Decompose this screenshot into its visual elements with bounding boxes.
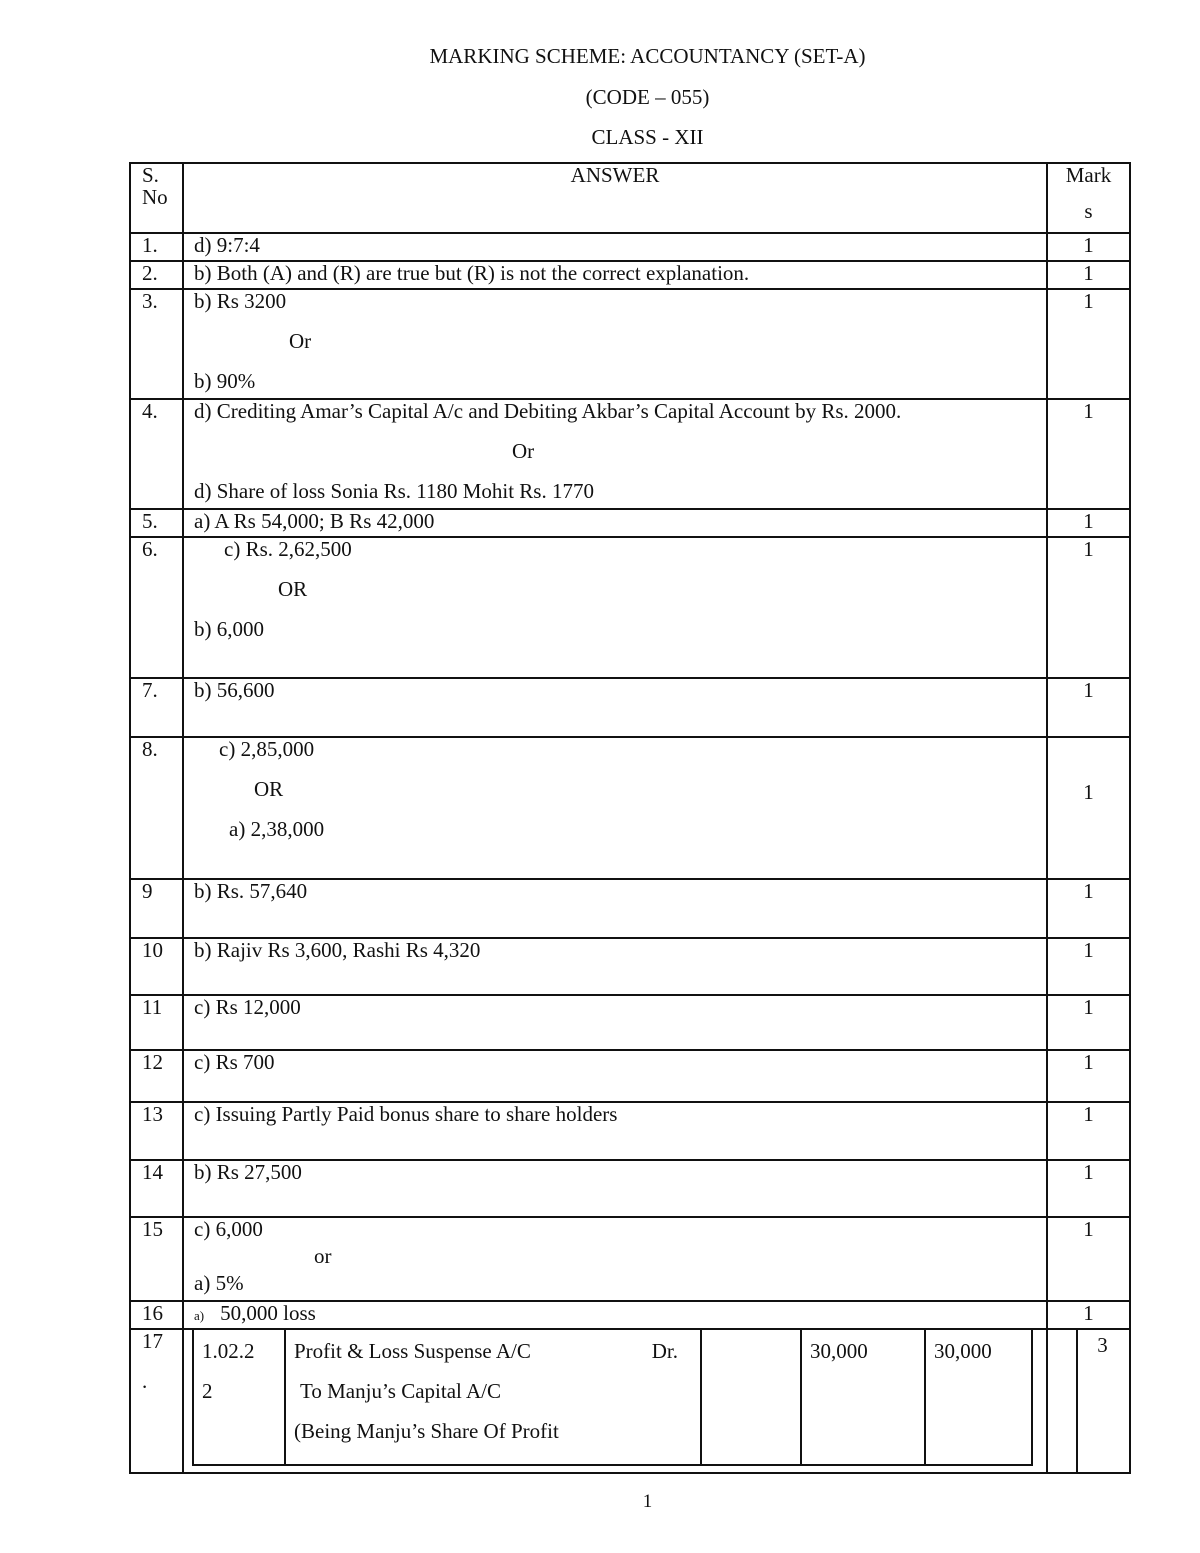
answer-option: a) 5% xyxy=(194,1271,244,1296)
row-sno: 14 xyxy=(130,1160,183,1217)
table-row xyxy=(130,1329,1130,1473)
row-answer: a) A Rs 54,000; B Rs 42,000 xyxy=(183,509,1047,537)
row-sno-line1: 17 xyxy=(142,1329,163,1353)
journal-dr-label: Dr. xyxy=(651,1339,678,1363)
header-sno-line2: No xyxy=(142,185,168,210)
row-marks: 1 xyxy=(1047,1050,1130,1102)
journal-date xyxy=(193,1329,285,1465)
row-answer: c) Rs 12,000 xyxy=(183,995,1047,1050)
answer-option: d) Crediting Amar’s Capital A/c and Debiting Akbar’s Capital Account by Rs. 2000. xyxy=(194,399,902,423)
row-answer xyxy=(183,537,1047,678)
row-answer: b) 56,600 xyxy=(183,678,1047,737)
row-sno: 15 xyxy=(130,1217,183,1301)
row-answer: b) Both (A) and (R) are true but (R) is not the correct explanation. xyxy=(183,261,1047,289)
answer-option: c) Rs. 2,62,500 xyxy=(224,537,352,561)
row-marks xyxy=(1047,1329,1130,1473)
row-sno: 11 xyxy=(130,995,183,1050)
row-marks: 1 xyxy=(1047,995,1130,1050)
table-row xyxy=(130,938,1130,995)
row-answer: b) Rs 27,500 xyxy=(183,1160,1047,1217)
row-sno xyxy=(130,1329,183,1473)
row-marks-value: 3 xyxy=(1097,1333,1108,1357)
journal-entry-cell xyxy=(183,1329,1047,1473)
row-sno: 4. xyxy=(130,399,183,509)
row-answer xyxy=(183,737,1047,879)
header-sno xyxy=(130,163,183,233)
row-marks: 1 xyxy=(1047,938,1130,995)
row-sno: 9 xyxy=(130,879,183,938)
row-answer xyxy=(183,1217,1047,1301)
row-sno: 2. xyxy=(130,261,183,289)
answer-option: b) 90% xyxy=(194,369,256,394)
journal-date-line2: 2 xyxy=(202,1378,213,1403)
page-number: 1 xyxy=(642,1491,653,1512)
journal-debit-amount: 30,000 xyxy=(801,1329,925,1465)
table-row xyxy=(130,879,1130,938)
option-prefix: a) xyxy=(194,1308,205,1323)
or-separator: or xyxy=(314,1244,332,1269)
or-separator: Or xyxy=(289,329,312,354)
row-marks: 1 xyxy=(1047,678,1130,737)
journal-narration: (Being Manju’s Share Of Profit xyxy=(294,1418,559,1443)
row-sno: 6. xyxy=(130,537,183,678)
or-separator: OR xyxy=(254,777,284,802)
table-header-row xyxy=(130,163,1130,233)
row-answer: d) 9:7:4 xyxy=(183,233,1047,261)
row-sno: 7. xyxy=(130,678,183,737)
row-marks: 1 xyxy=(1047,537,1130,678)
journal-entry-table xyxy=(192,1328,1033,1466)
row-answer: b) Rs. 57,640 xyxy=(183,879,1047,938)
table-row xyxy=(130,509,1130,537)
table-row xyxy=(130,233,1130,261)
row-sno: 5. xyxy=(130,509,183,537)
row-answer xyxy=(183,1301,1047,1329)
row-answer: c) Rs 700 xyxy=(183,1050,1047,1102)
row-sno: 3. xyxy=(130,289,183,399)
answer-option: a) 2,38,000 xyxy=(229,817,325,842)
row-marks: 1 xyxy=(1047,1160,1130,1217)
table-row xyxy=(130,537,1130,678)
answer-option: b) Rs 3200 xyxy=(194,289,287,313)
row-marks: 1 xyxy=(1047,399,1130,509)
header-marks xyxy=(1047,163,1130,233)
row-sno: 1. xyxy=(130,233,183,261)
answer-option: c) 6,000 xyxy=(194,1217,263,1241)
row-sno: 8. xyxy=(130,737,183,879)
row-answer: b) Rajiv Rs 3,600, Rashi Rs 4,320 xyxy=(183,938,1047,995)
header-sno-line1: S. xyxy=(142,163,159,187)
row-sno: 12 xyxy=(130,1050,183,1102)
row-marks: 1 xyxy=(1047,879,1130,938)
document-title: MARKING SCHEME: ACCOUNTANCY (SET-A) xyxy=(429,44,866,68)
row-marks: 1 xyxy=(1047,1102,1130,1160)
table-row xyxy=(130,1217,1130,1301)
row-sno: 13 xyxy=(130,1102,183,1160)
row-sno: 16 xyxy=(130,1301,183,1329)
row-answer: c) Issuing Partly Paid bonus share to share holders xyxy=(183,1102,1047,1160)
row-answer xyxy=(183,399,1047,509)
table-row xyxy=(130,678,1130,737)
table-row xyxy=(130,1102,1130,1160)
table-row xyxy=(130,737,1130,879)
answer-option: b) 6,000 xyxy=(194,617,264,642)
row-marks: 1 xyxy=(1047,233,1130,261)
subject-code: (CODE – 055) xyxy=(585,85,710,109)
journal-credit-account: To Manju’s Capital A/C xyxy=(300,1378,501,1403)
or-separator: Or xyxy=(512,439,535,464)
header-answer: ANSWER xyxy=(183,163,1047,233)
row-marks: 1 xyxy=(1047,509,1130,537)
row-sno: 10 xyxy=(130,938,183,995)
journal-lf xyxy=(701,1329,801,1465)
divider xyxy=(1076,1330,1078,1472)
table-row xyxy=(130,1160,1130,1217)
row-marks: 1 xyxy=(1047,1217,1130,1301)
journal-credit-amount: 30,000 xyxy=(925,1329,1032,1465)
class-label: CLASS - XII xyxy=(591,125,704,149)
answer-text: 50,000 loss xyxy=(220,1301,316,1325)
row-marks: 1 xyxy=(1047,1301,1130,1329)
row-sno-line2: . xyxy=(142,1369,148,1394)
journal-particulars xyxy=(285,1329,701,1465)
row-marks: 1 xyxy=(1047,261,1130,289)
table-row xyxy=(130,261,1130,289)
journal-debit-account: Profit & Loss Suspense A/C xyxy=(294,1339,531,1363)
table-row xyxy=(130,1050,1130,1102)
journal-date-line1: 1.02.2 xyxy=(202,1339,255,1363)
header-marks-line2: s xyxy=(1084,199,1093,224)
table-row xyxy=(130,995,1130,1050)
table-row xyxy=(130,399,1130,509)
answer-option: d) Share of loss Sonia Rs. 1180 Mohit Rs. 1770 xyxy=(194,479,594,504)
or-separator: OR xyxy=(278,577,308,602)
row-marks: 1 xyxy=(1047,289,1130,399)
header-marks-line1: Mark xyxy=(1065,163,1112,187)
row-marks: 1 xyxy=(1047,737,1130,879)
answer-option: c) 2,85,000 xyxy=(219,737,315,761)
table-row xyxy=(130,289,1130,399)
table-row xyxy=(130,1301,1130,1329)
marking-scheme-table xyxy=(129,162,1131,1474)
row-answer xyxy=(183,289,1047,399)
